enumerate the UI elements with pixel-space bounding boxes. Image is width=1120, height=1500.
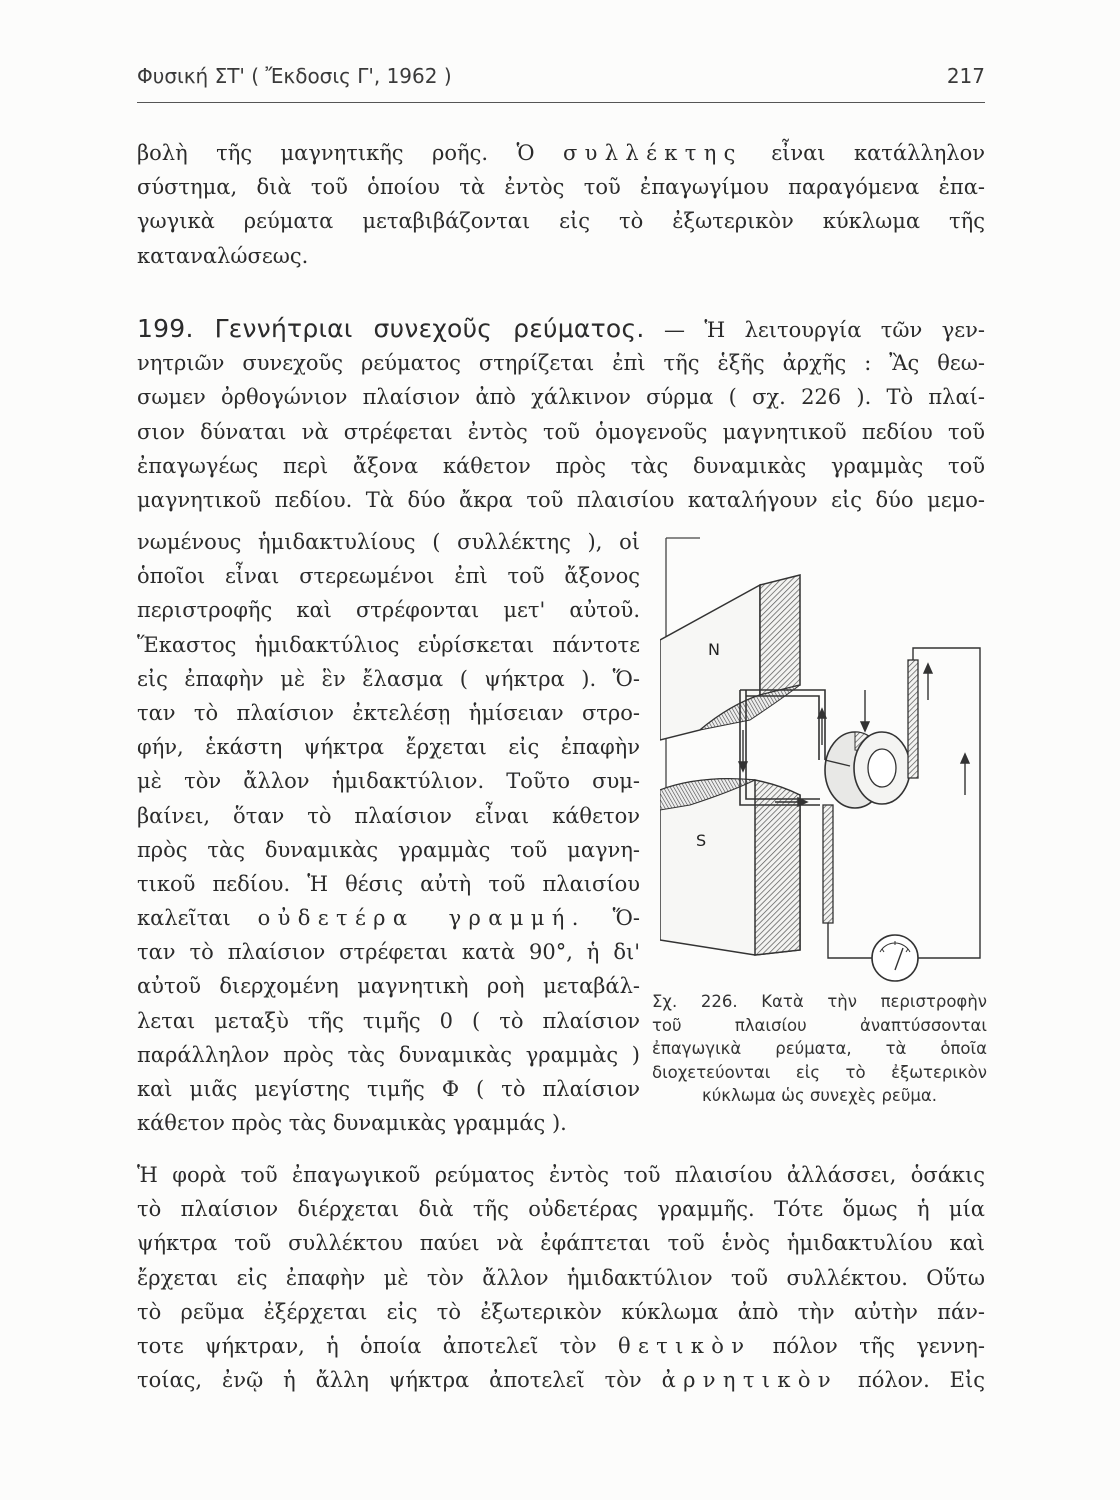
paragraph-bottom (137, 1158, 985, 1397)
spaced-term: θετικὸν (617, 1333, 752, 1358)
text-line: μαγνητικοῦ πεδίου. Τὰ δύο ἄκρα τοῦ πλαισίου καταλήγουν εἰς δύο μεμο- (137, 487, 985, 512)
text-line: βαίνει, ὅταν τὸ πλαίσιον εἶναι κάθετον (137, 803, 640, 828)
commutator (825, 732, 910, 808)
text-line: λεται μεταξὺ τῆς τιμῆς 0 ( τὸ πλαίσιον (137, 1008, 640, 1033)
spaced-term: συλλέκτης (562, 141, 743, 165)
text-fragment: Ὅ- (612, 906, 640, 931)
text-line: σιον δύναται νὰ στρέφεται ἐντὸς τοῦ ὁμογενοῦς μαγνητικοῦ πεδίου τοῦ (137, 419, 985, 444)
text-fragment: — Ἡ λειτουργία τῶν γεν- (663, 318, 985, 342)
text-line: Ἕκαστος ἡμιδακτύλιος εὑρίσκεται πάντοτε (137, 632, 640, 657)
text-line: τὸ πλαίσιον διέρχεται διὰ τῆς οὐδετέρας γραμμῆς. Τότε ὅμως ἡ μία (137, 1197, 985, 1222)
paragraph-top (137, 136, 985, 273)
header-rule (137, 102, 985, 103)
text-line: Ἡ φορὰ τοῦ ἐπαγωγικοῦ ρεύματος ἐντὸς τοῦ πλαισίου ἀλλάσσει, ὁσάκις (137, 1163, 985, 1187)
text-fragment: εἶναι κατάλληλον (771, 141, 986, 165)
text-fragment: καλεῖται (137, 906, 231, 931)
n-pole-label: N (708, 640, 720, 659)
text-line: εἰς ἐπαφὴν μὲ ἓν ἔλασμα ( ψήκτρα ). Ὅ- (137, 666, 640, 691)
spaced-term: ἀρνητικὸν (661, 1368, 838, 1393)
caption-line: τοῦ πλαισίου ἀναπτύσσονται (652, 1015, 987, 1035)
text-line: τικοῦ πεδίου. Ἡ θέσις αὐτὴ τοῦ πλαισίου (137, 871, 640, 896)
text-line (137, 1363, 985, 1397)
text-line: ταν τὸ πλαίσιον στρέφεται κατὰ 90°, ἡ δι' (137, 940, 640, 965)
text-line: ταν τὸ πλαίσιον ἐκτελέσῃ ἡμίσειαν στρο- (137, 700, 640, 725)
section-heading: 199. Γεννήτριαι συνεχοῦς ρεύματος. (137, 314, 645, 343)
section-199 (137, 312, 985, 517)
text-line: κάθετον πρὸς τὰς δυναμικὰς γραμμάς ). (137, 1111, 567, 1136)
text-line (137, 901, 640, 935)
caption-line: Σχ. 226. Κατὰ τὴν περιστροφὴν (652, 992, 987, 1011)
text-line: καταναλώσεως. (137, 243, 309, 268)
text-line: σωμεν ὀρθογώνιον πλαίσιον ἀπὸ χάλκινον σύρμα ( σχ. 226 ). Τὸ πλαί- (137, 385, 985, 410)
text-line: νητριῶν συνεχοῦς ρεύματος στηρίζεται ἐπὶ τῆς ἑξῆς ἀρχῆς : Ἂς θεω- (137, 351, 985, 376)
text-line: σύστημα, διὰ τοῦ ὁποίου τὰ ἐντὸς τοῦ ἐπαγωγίμου παραγόμενα ἐπα- (137, 175, 985, 200)
text-fragment: πόλον τῆς γεννη- (772, 1333, 985, 1358)
north-pole (660, 575, 800, 740)
paragraph-column (137, 525, 640, 1140)
caption-line: κύκλωμα ὡς συνεχὲς ρεῦμα. (701, 1086, 938, 1106)
text-line: ψήκτρα τοῦ συλλέκτου παύει νὰ ἐφάπτεται τοῦ ἑνὸς ἡμιδακτυλίου καὶ (137, 1231, 985, 1256)
text-line: παράλληλον πρὸς τὰς δυναμικὰς γραμμὰς ) (137, 1042, 640, 1067)
text-line: μὲ τὸν ἄλλον ἡμιδακτύλιον. Τοῦτο συμ- (137, 769, 640, 794)
text-line: γωγικὰ ρεύματα μεταβιβάζονται εἰς τὸ ἐξωτερικὸν κύκλωμα τῆς (137, 209, 985, 234)
caption-line: διοχετεύονται εἰς τὸ ἐξωτερικὸν (652, 1062, 987, 1082)
spaced-term: οὐδετέρα γραμμή. (257, 906, 586, 931)
text-line: τὸ ρεῦμα ἐξέρχεται εἰς τὸ ἐξωτερικὸν κύκλωμα ἀπὸ τὴν αὐτὴν πάν- (137, 1299, 985, 1324)
running-title: Φυσική ΣΤ' ( Ἔκδοσις Γ', 1962 ) (137, 64, 452, 88)
text-line (137, 312, 985, 346)
text-fragment: τοίας, ἐνῷ ἡ ἄλλη ψήκτρα ἀποτελεῖ τὸν (137, 1368, 642, 1393)
galvanometer (872, 935, 918, 981)
text-line: ἔρχεται εἰς ἐπαφὴν μὲ τὸν ἄλλον ἡμιδακτύλιον τοῦ συλλέκτου. Οὕτω (137, 1265, 985, 1290)
s-pole-label: S (696, 831, 707, 850)
text-line: ἐπαγωγέως περὶ ἄξονα κάθετον πρὸς τὰς δυναμικὰς γραμμὰς τοῦ (137, 453, 985, 478)
text-line: ὁποῖοι εἶναι στερεωμένοι ἐπὶ τοῦ ἄξονος (137, 564, 640, 589)
text-fragment: βολὴ τῆς μαγνητικῆς ροῆς. Ὁ (137, 141, 535, 165)
text-line: αὐτοῦ διερχομένη μαγνητικὴ ροὴ μεταβάλ- (137, 974, 640, 999)
text-line (137, 136, 985, 170)
generator-figure (660, 530, 990, 985)
text-line: καὶ μιᾶς μεγίστης τιμῆς Φ ( τὸ πλαίσιον (137, 1077, 640, 1101)
text-fragment: πόλον. Εἰς (857, 1368, 985, 1393)
text-line: περιστροφῆς καὶ στρέφονται μετ' αὐτοῦ. (137, 598, 640, 623)
figure-caption (652, 990, 987, 1108)
text-line: φήν, ἑκάστη ψήκτρα ἔρχεται εἰς ἐπαφὴν (137, 735, 640, 760)
text-line: πρὸς τὰς δυναμικὰς γραμμὰς τοῦ μαγνη- (137, 837, 640, 862)
text-line: νωμένους ἡμιδακτυλίους ( συλλέκτης ), οἱ (137, 530, 640, 554)
text-fragment: τοτε ψήκτραν, ἡ ὁποία ἀποτελεῖ τὸν (137, 1333, 597, 1358)
caption-line: ἐπαγωγικὰ ρεύματα, τὰ ὁποῖα (652, 1039, 987, 1059)
page-number: 217 (946, 64, 985, 88)
text-line (137, 1329, 985, 1363)
